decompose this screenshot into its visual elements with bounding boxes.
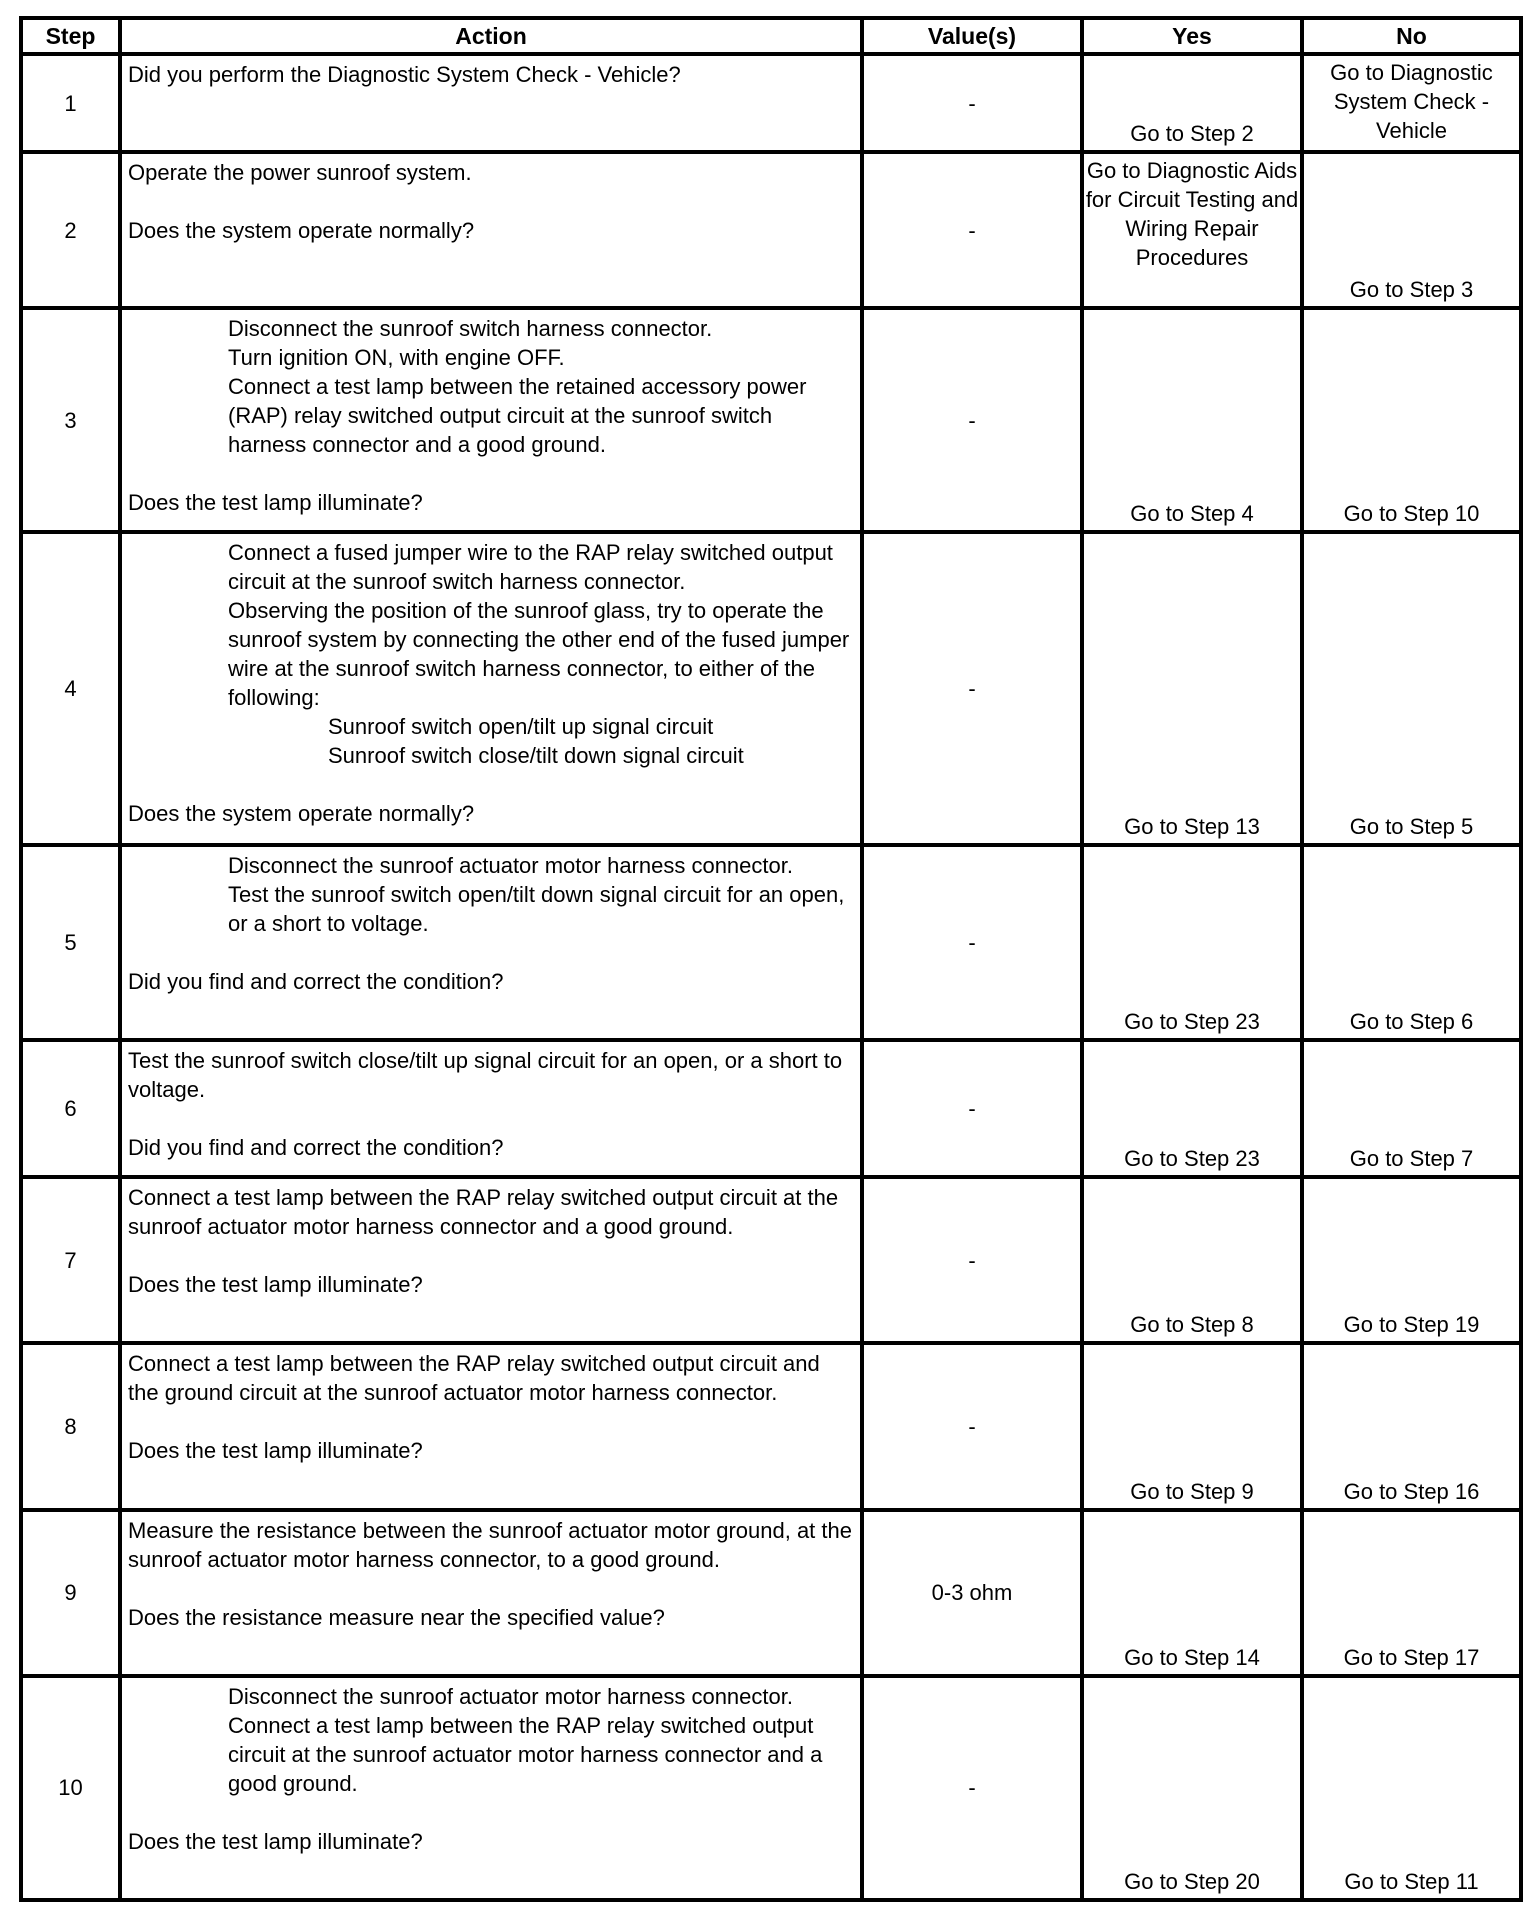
action-step: Connect a test lamp between the retained accessory power (RAP) relay switched output circuit at the sunroof switch harness connector and a good ground.	[228, 374, 807, 458]
step-number: 4	[21, 532, 120, 844]
action-cell	[120, 532, 862, 844]
value-cell: -	[862, 308, 1082, 532]
yes-cell: Go to Step 2	[1082, 54, 1302, 152]
no-cell: Go to Step 10	[1302, 308, 1521, 532]
header-row	[21, 18, 1521, 54]
action-text: Measure the resistance between the sunroof actuator motor ground, at the sunroof actuator motor harness connector, to a good ground.	[128, 1517, 852, 1572]
table-row	[21, 1676, 1521, 1900]
no-cell: Go to Step 16	[1302, 1343, 1521, 1509]
action-cell	[120, 54, 862, 152]
action-subitem: Sunroof switch open/tilt up signal circuit	[328, 714, 714, 740]
step-number: 8	[21, 1343, 120, 1509]
table-row	[21, 1510, 1521, 1676]
action-text: Did you perform the Diagnostic System Check - Vehicle?	[128, 62, 681, 87]
step-number: 1	[21, 54, 120, 152]
value-cell: 0-3 ohm	[862, 1510, 1082, 1676]
step-number: 7	[21, 1177, 120, 1343]
action-step: Test the sunroof switch open/tilt down signal circuit for an open, or a short to voltage.	[228, 881, 845, 936]
action-cell	[120, 1343, 862, 1509]
no-cell: Go to Step 19	[1302, 1177, 1521, 1343]
table-row	[21, 1177, 1521, 1343]
value-cell: -	[862, 1040, 1082, 1177]
header-values: Value(s)	[862, 18, 1082, 54]
action-question: Does the test lamp illuminate?	[128, 1272, 423, 1298]
value-cell: -	[862, 1177, 1082, 1343]
action-step: Disconnect the sunroof switch harness connector.	[228, 316, 713, 342]
action-cell	[120, 152, 862, 308]
step-number: 6	[21, 1040, 120, 1177]
action-step: Observing the position of the sunroof glass, try to operate the sunroof system by connecting the other end of the fused jumper wire at the sunroof switch harness connector, to either of the following:	[228, 598, 850, 711]
action-cell	[120, 1510, 862, 1676]
table-row	[21, 308, 1521, 532]
action-cell	[120, 1676, 862, 1900]
value-cell: -	[862, 1343, 1082, 1509]
action-question: Does the test lamp illuminate?	[128, 490, 423, 516]
action-step: Connect a test lamp between the RAP relay switched output circuit at the sunroof actuator motor harness connector and a good ground.	[228, 1712, 823, 1796]
yes-cell: Go to Step 20	[1082, 1676, 1302, 1900]
value-cell: -	[862, 152, 1082, 308]
action-cell	[120, 1040, 862, 1177]
step-number: 10	[21, 1676, 120, 1900]
table-row	[21, 532, 1521, 844]
action-step: Turn ignition ON, with engine OFF.	[228, 345, 565, 371]
yes-cell: Go to Step 8	[1082, 1177, 1302, 1343]
value-cell: -	[862, 54, 1082, 152]
action-question: Did you find and correct the condition?	[128, 1135, 504, 1161]
action-question: Does the system operate normally?	[128, 801, 475, 827]
action-text: Test the sunroof switch close/tilt up signal circuit for an open, or a short to voltage.	[128, 1048, 843, 1103]
action-step: Disconnect the sunroof actuator motor harness connector.	[228, 852, 793, 878]
header-yes: Yes	[1082, 18, 1302, 54]
yes-cell: Go to Step 14	[1082, 1510, 1302, 1676]
step-number: 9	[21, 1510, 120, 1676]
table-row	[21, 1343, 1521, 1509]
yes-cell: Go to Step 9	[1082, 1343, 1302, 1509]
step-number: 5	[21, 845, 120, 1040]
action-subitem: Sunroof switch close/tilt down signal circuit	[328, 743, 744, 769]
action-step: Disconnect the sunroof actuator motor harness connector.	[228, 1683, 793, 1709]
action-question: Did you find and correct the condition?	[128, 968, 504, 994]
yes-cell: Go to Step 13	[1082, 532, 1302, 844]
yes-cell: Go to Diagnostic Aids for Circuit Testing and Wiring Repair Procedures	[1082, 152, 1302, 308]
table-row	[21, 1040, 1521, 1177]
action-cell	[120, 845, 862, 1040]
yes-cell: Go to Step 23	[1082, 1040, 1302, 1177]
no-cell: Go to Step 5	[1302, 532, 1521, 844]
table-row	[21, 152, 1521, 308]
action-cell	[120, 1177, 862, 1343]
step-number: 3	[21, 308, 120, 532]
no-cell: Go to Step 11	[1302, 1676, 1521, 1900]
action-question: Does the test lamp illuminate?	[128, 1438, 423, 1464]
action-question: Does the test lamp illuminate?	[128, 1828, 423, 1854]
header-step: Step	[21, 18, 120, 54]
action-text: Operate the power sunroof system.	[128, 160, 472, 186]
action-question: Does the resistance measure near the specified value?	[128, 1604, 665, 1630]
action-text: Connect a test lamp between the RAP relay switched output circuit at the sunroof actuator motor harness connector and a good ground.	[128, 1185, 839, 1240]
value-cell: -	[862, 845, 1082, 1040]
header-no: No	[1302, 18, 1521, 54]
action-step: Connect a fused jumper wire to the RAP relay switched output circuit at the sunroof switch harness connector.	[228, 540, 833, 595]
no-cell: Go to Step 17	[1302, 1510, 1521, 1676]
action-question: Does the system operate normally?	[128, 218, 475, 244]
table-row	[21, 845, 1521, 1040]
table-row	[21, 54, 1521, 152]
yes-cell: Go to Step 23	[1082, 845, 1302, 1040]
no-cell: Go to Step 3	[1302, 152, 1521, 308]
yes-cell: Go to Step 4	[1082, 308, 1302, 532]
diagnostic-table	[19, 16, 1523, 1902]
no-cell: Go to Step 7	[1302, 1040, 1521, 1177]
step-number: 2	[21, 152, 120, 308]
no-cell: Go to Diagnostic System Check - Vehicle	[1302, 54, 1521, 152]
no-cell: Go to Step 6	[1302, 845, 1521, 1040]
action-cell	[120, 308, 862, 532]
action-text: Connect a test lamp between the RAP relay switched output circuit and the ground circuit at the sunroof actuator motor harness connector.	[128, 1351, 820, 1406]
header-action: Action	[120, 18, 862, 54]
value-cell: -	[862, 532, 1082, 844]
value-cell: -	[862, 1676, 1082, 1900]
